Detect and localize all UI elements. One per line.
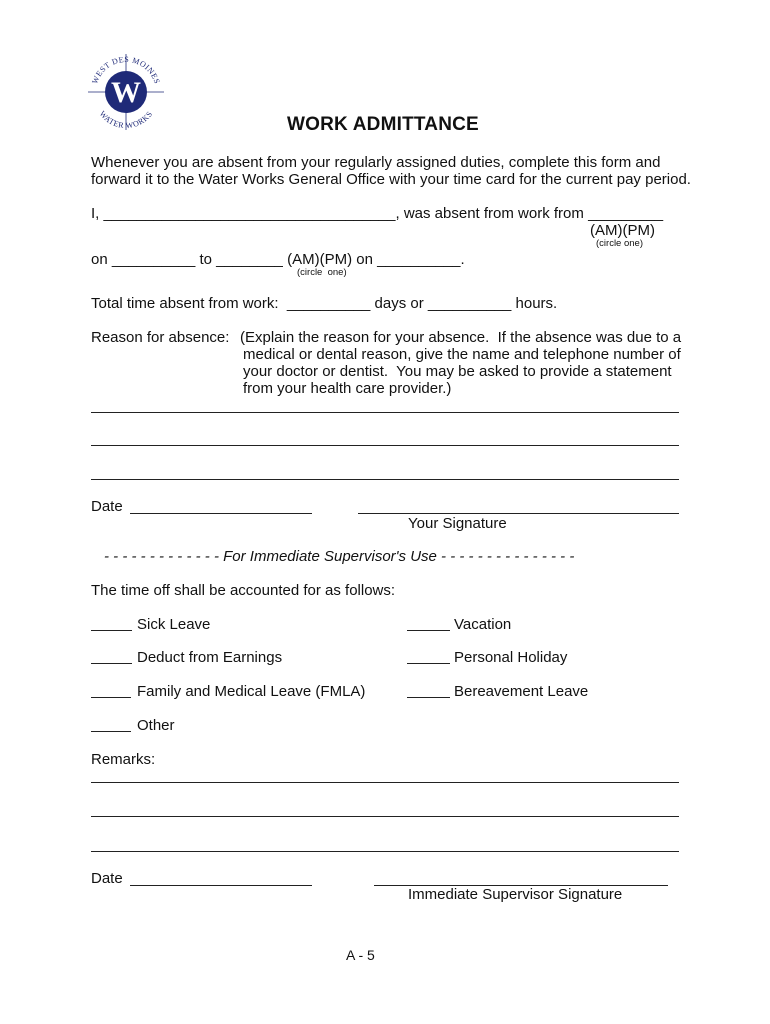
sick-leave-blank[interactable] [91,630,132,631]
to-label: to [199,251,212,268]
water-works-logo [82,48,170,136]
option-other: Other [137,717,175,734]
employee-name-field[interactable]: ___________________________________ [103,205,396,222]
page-number: A - 5 [346,947,375,963]
form-title: WORK ADMITTANCE [287,114,479,135]
reason-line-1[interactable] [91,412,679,413]
total-time-label: Total time absent from work: [91,295,279,312]
circle-one-note-1: (circle one) [596,238,643,249]
supervisor-signature-label: Immediate Supervisor Signature [408,886,623,903]
remarks-line-2[interactable] [91,816,679,817]
absence-middle: , was absent from work from [395,205,584,222]
absence-line [91,206,663,221]
reason-instructions-3: your doctor or dentist. You may be asked to provide a statement [243,363,672,380]
remarks-line-1[interactable] [91,782,679,783]
option-fmla: Family and Medical Leave (FMLA) [137,683,366,700]
total-time-line [91,296,557,311]
reason-instructions-1: (Explain the reason for your absence. If the absence was due to a [240,329,682,346]
logo-ring-top: WEST DES MOINES [90,54,162,86]
bereavement-blank[interactable] [407,697,450,698]
option-sick-leave: Sick Leave [137,616,211,633]
on-label: on [91,251,108,268]
ampm-choice-2[interactable]: (AM)(PM) [287,251,353,268]
personal-holiday-blank[interactable] [407,663,450,664]
employee-date-field[interactable] [130,513,312,514]
employee-signature-label: Your Signature [408,515,507,532]
on-date-field[interactable]: __________ [111,251,196,268]
reason-line-2[interactable] [91,445,679,446]
remarks-line-3[interactable] [91,851,679,852]
option-vacation: Vacation [454,616,512,633]
reason-instructions-2: medical or dental reason, give the name and telephone number of [243,346,681,363]
fmla-blank[interactable] [91,697,131,698]
to-time-field[interactable]: ________ [216,251,283,268]
date-range-line [91,252,465,267]
employee-date-label: Date [91,498,123,515]
deduct-earnings-blank[interactable] [91,663,132,664]
logo-initial: W [111,76,141,109]
intro-line-1: Whenever you are absent from your regularly assigned duties, complete this form and [91,154,661,171]
logo-ring-bottom: WATER WORKS [97,109,155,131]
on2-date-field[interactable]: __________. [377,251,465,268]
option-bereavement: Bereavement Leave [454,683,589,700]
on2-label: on [356,251,373,268]
supervisor-date-label: Date [91,870,123,887]
hours-field[interactable]: __________ [427,295,512,312]
vacation-blank[interactable] [407,630,450,631]
option-personal-holiday: Personal Holiday [454,649,568,666]
absence-prefix: I, [91,205,100,222]
days-label: days or [374,295,424,312]
accounting-intro: The time off shall be accounted for as follows: [91,582,396,599]
reason-line-3[interactable] [91,479,679,480]
intro-line-2: forward it to the Water Works General Office with your time card for the current pay period. [91,171,691,188]
supervisor-date-field[interactable] [130,885,312,886]
supervisor-section-divider: - - - - - - - - - - - - - For Immediate Supervisor's Use - - - - - - - - - - - - - - - [104,548,575,565]
reason-instructions-4: from your health care provider.) [243,380,452,397]
hours-label: hours. [515,295,558,312]
option-deduct-earnings: Deduct from Earnings [137,649,283,666]
other-blank[interactable] [91,731,131,732]
ampm-choice-1[interactable]: (AM)(PM) [590,222,655,239]
circle-one-note-2: (circle one) [297,267,347,278]
days-field[interactable]: __________ [286,295,371,312]
reason-label: Reason for absence: [91,329,230,346]
absent-from-field[interactable]: _________ [588,205,664,222]
employee-signature-field[interactable] [358,513,679,514]
remarks-label: Remarks: [91,751,156,768]
